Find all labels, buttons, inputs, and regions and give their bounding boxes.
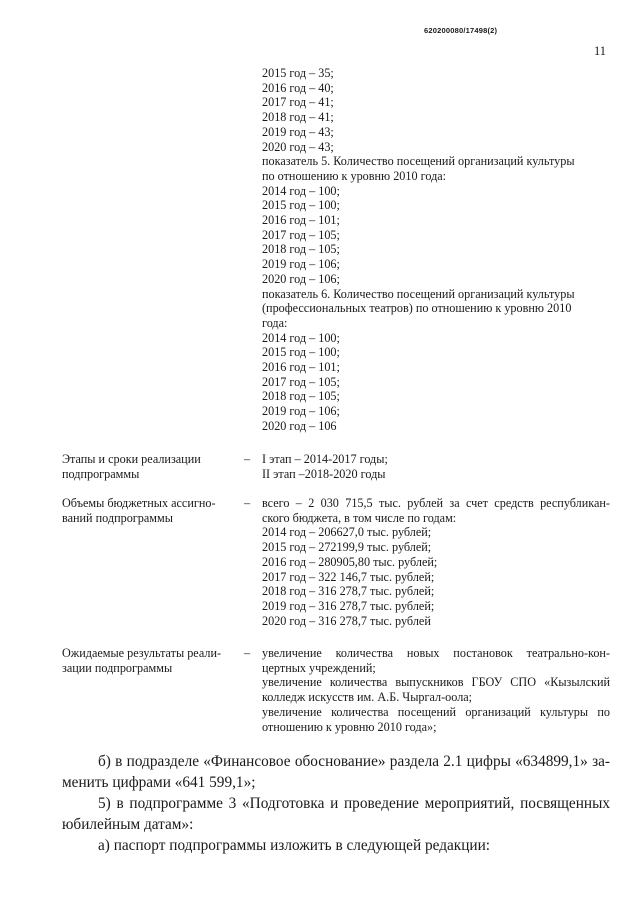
results-value bbox=[262, 646, 610, 734]
budget-value bbox=[262, 496, 610, 628]
indicator-5-title bbox=[262, 154, 610, 183]
paragraph-line: 5) в подпрограмме 3 «Подготовка и проведение мероприятий, посвященных bbox=[98, 795, 610, 812]
label-line: Этапы и сроки реализации bbox=[62, 452, 201, 466]
list-item: 2015 год – 35; bbox=[262, 66, 334, 80]
list-item: 2016 год – 40; bbox=[262, 80, 334, 95]
value-line: 2016 год – 280905,80 тыс. рублей; bbox=[262, 554, 438, 569]
stages-value bbox=[262, 452, 610, 481]
indicator-title-line: (профессиональных театров) по отношению к уровню 2010 bbox=[262, 301, 572, 316]
indicator-title-line: показатель 5. Количество посещений организаций культуры bbox=[262, 154, 575, 169]
list-item: 2019 год – 106; bbox=[262, 257, 340, 272]
paragraph-line: б) в подразделе «Финансовое обоснование» раздела 2.1 цифры «634899,1» за- bbox=[98, 753, 610, 770]
label-line: ваний подпрограммы bbox=[62, 510, 173, 525]
indicator-title-line: по отношению к уровню 2010 года: bbox=[262, 168, 447, 183]
value-line: увеличение количества выпускников ГБОУ СПО «Кызылский bbox=[262, 675, 610, 690]
paragraph-a bbox=[62, 836, 610, 857]
paragraph-b bbox=[62, 752, 610, 793]
list-item: 2014 год – 100; bbox=[262, 330, 340, 345]
page-number: 11 bbox=[594, 44, 607, 58]
list-item: 2019 год – 106; bbox=[262, 404, 340, 419]
list-item: 2020 год – 106 bbox=[262, 418, 337, 433]
value-line: I этап – 2014-2017 годы; bbox=[262, 452, 388, 466]
value-line: 2014 год – 206627,0 тыс. рублей; bbox=[262, 525, 432, 540]
label-line: Ожидаемые результаты реали- bbox=[62, 646, 222, 660]
value-line: увеличение количества посещений организаций культуры по bbox=[262, 704, 610, 719]
list-item: 2016 год – 101; bbox=[262, 213, 340, 228]
value-line: 2018 год – 316 278,7 тыс. рублей; bbox=[262, 584, 435, 599]
stages-label bbox=[62, 452, 234, 481]
value-line: колледж искусств им. А.Б. Чыргал-оола; bbox=[262, 690, 473, 705]
budget-label bbox=[62, 496, 234, 525]
list-item: 2015 год – 100; bbox=[262, 198, 340, 213]
value-line: отношению к уровню 2010 года»; bbox=[262, 719, 437, 734]
separator-dash: – bbox=[244, 452, 251, 466]
separator-dash: – bbox=[244, 496, 251, 510]
label-line: Объемы бюджетных ассигно- bbox=[62, 496, 216, 510]
indicator-6-title bbox=[262, 287, 610, 331]
value-line: 2019 год – 316 278,7 тыс. рублей; bbox=[262, 598, 435, 613]
value-line: ского бюджета, в том числе по годам: bbox=[262, 510, 457, 525]
indicator-continuation bbox=[262, 66, 610, 434]
label-line: зации подпрограммы bbox=[62, 660, 173, 675]
results-label bbox=[62, 646, 234, 675]
list-item: 2020 год – 106; bbox=[262, 271, 340, 286]
list-item: 2017 год – 105; bbox=[262, 227, 340, 242]
separator-dash: – bbox=[244, 646, 251, 660]
list-item: 2020 год – 43; bbox=[262, 139, 334, 154]
paragraph-5 bbox=[62, 794, 610, 835]
list-item: 2016 год – 101; bbox=[262, 360, 340, 375]
list-item: 2017 год – 41; bbox=[262, 95, 334, 110]
value-line: всего – 2 030 715,5 тыс. рублей за счет средств республикан- bbox=[262, 496, 610, 510]
value-line: 2020 год – 316 278,7 тыс. рублей bbox=[262, 613, 431, 628]
value-line: 2017 год – 322 146,7 тыс. рублей; bbox=[262, 569, 435, 584]
list-item: 2018 год – 41; bbox=[262, 110, 334, 125]
document-id: 620200080/17498(2) bbox=[424, 26, 498, 35]
indicator-title-line: показатель 6. Количество посещений организаций культуры bbox=[262, 286, 575, 301]
list-item: 2019 год – 43; bbox=[262, 124, 334, 139]
list-item: 2017 год – 105; bbox=[262, 374, 340, 389]
value-line: цертных учреждений; bbox=[262, 660, 376, 675]
list-item: 2018 год – 105; bbox=[262, 242, 340, 257]
label-line: подпрограммы bbox=[62, 466, 140, 481]
indicator-title-line: года: bbox=[262, 315, 288, 330]
list-item: 2018 год – 105; bbox=[262, 389, 340, 404]
value-line: 2015 год – 272199,9 тыс. рублей; bbox=[262, 540, 432, 555]
paragraph-line: менить цифрами «641 599,1»; bbox=[62, 773, 256, 791]
list-item: 2014 год – 100; bbox=[262, 183, 340, 198]
list-item: 2015 год – 100; bbox=[262, 345, 340, 360]
value-line: увеличение количества новых постановок театрально-кон- bbox=[262, 646, 610, 660]
paragraph-line: юбилейным датам»: bbox=[62, 815, 194, 833]
value-line: II этап –2018-2020 годы bbox=[262, 466, 386, 481]
paragraph-line: а) паспорт подпрограммы изложить в следующей редакции: bbox=[98, 837, 491, 854]
